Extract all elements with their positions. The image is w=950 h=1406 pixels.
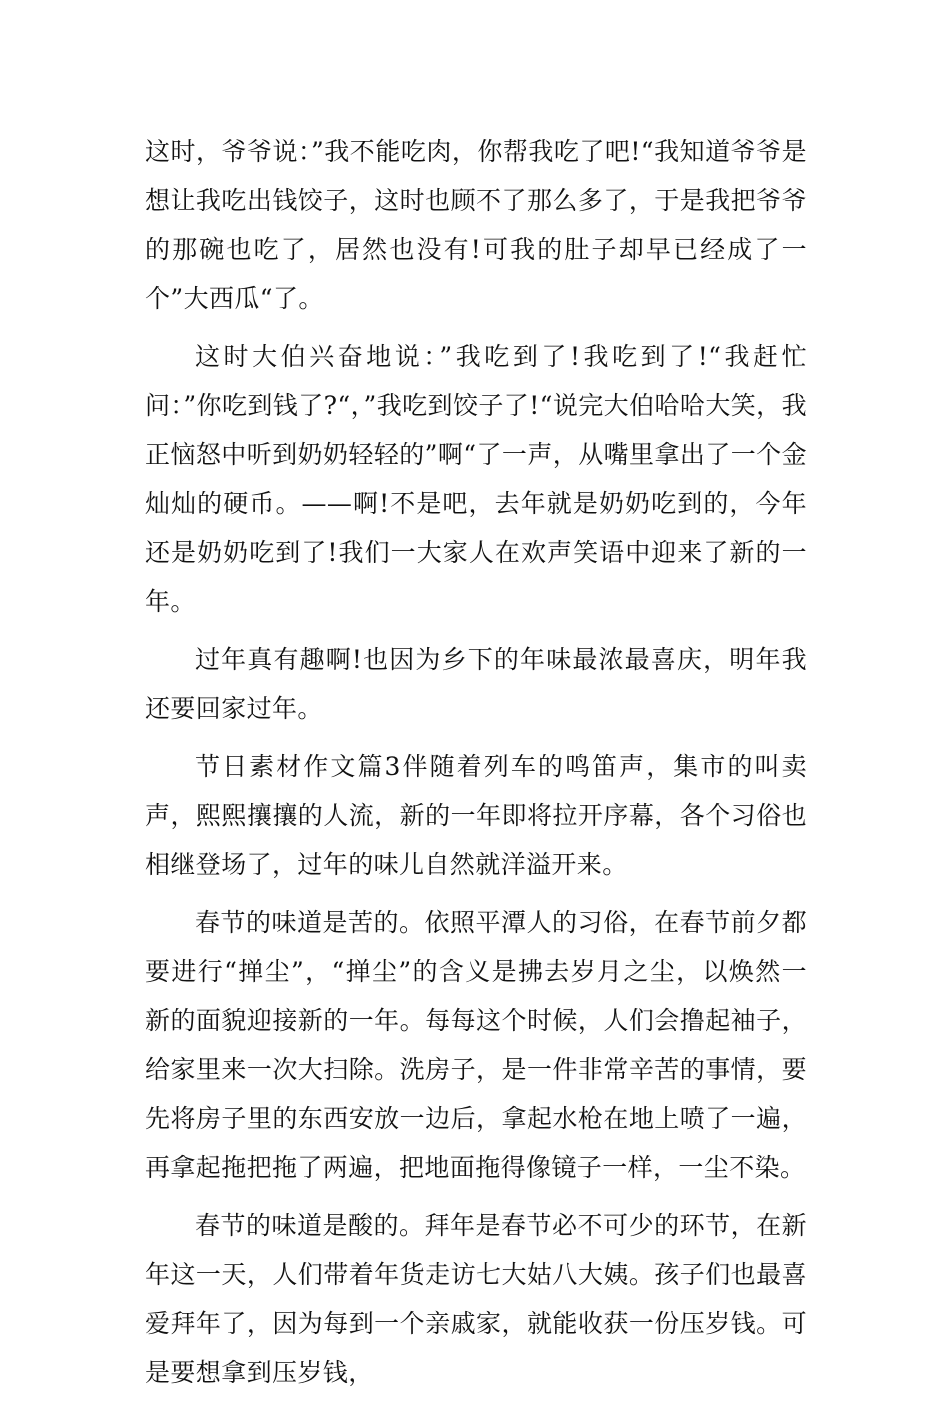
paragraph-2: 这时大伯兴奋地说：”我吃到了!我吃到了!“我赶忙问：”你吃到钱了?“，”我吃到饺子了!“说完大伯哈哈大笑，我正恼怒中听到奶奶轻轻的”啊“了一声，从嘴里拿出了一个金灿灿的硬币。——啊!不是吧，去年就是奶奶吃到的，今年还是奶奶吃到了!我们一大家人在欢声笑语中迎来了新的一年。: [145, 342, 807, 616]
paragraph-4: 节日素材作文篇3伴随着列车的鸣笛声，集市的叫卖声，熙熙攘攘的人流，新的一年即将拉开序幕，各个习俗也相继登场了，过年的味儿自然就洋溢开来。: [145, 752, 807, 879]
paragraph-3: 过年真有趣啊!也因为乡下的年味最浓最喜庆，明年我还要回家过年。: [145, 645, 807, 723]
paragraph-1: 这时，爷爷说：”我不能吃肉，你帮我吃了吧!“我知道爷爷是想让我吃出钱饺子，这时也顾不了那么多了，于是我把爷爷的那碗也吃了，居然也没有!可我的肚子却早已经成了一个”大西瓜“了。: [145, 137, 807, 313]
paragraph-5: 春节的味道是苦的。依照平潭人的习俗，在春节前夕都要进行“掸尘”，“掸尘”的含义是拂去岁月之尘，以焕然一新的面貌迎接新的一年。每每这个时候，人们会撸起袖子，给家里来一次大扫除。洗房子，是一件非常辛苦的事情，要先将房子里的东西安放一边后，拿起水枪在地上喷了一遍，再拿起拖把拖了两遍，把地面拖得像镜子一样，一尘不染。: [145, 908, 807, 1182]
paragraph-6: 春节的味道是酸的。拜年是春节必不可少的环节，在新年这一天，人们带着年货走访七大姑八大姨。孩子们也最喜爱拜年了，因为每到一个亲戚家，就能收获一份压岁钱。可是要想拿到压岁钱，: [145, 1211, 807, 1387]
body-text: [145, 127, 807, 1406]
